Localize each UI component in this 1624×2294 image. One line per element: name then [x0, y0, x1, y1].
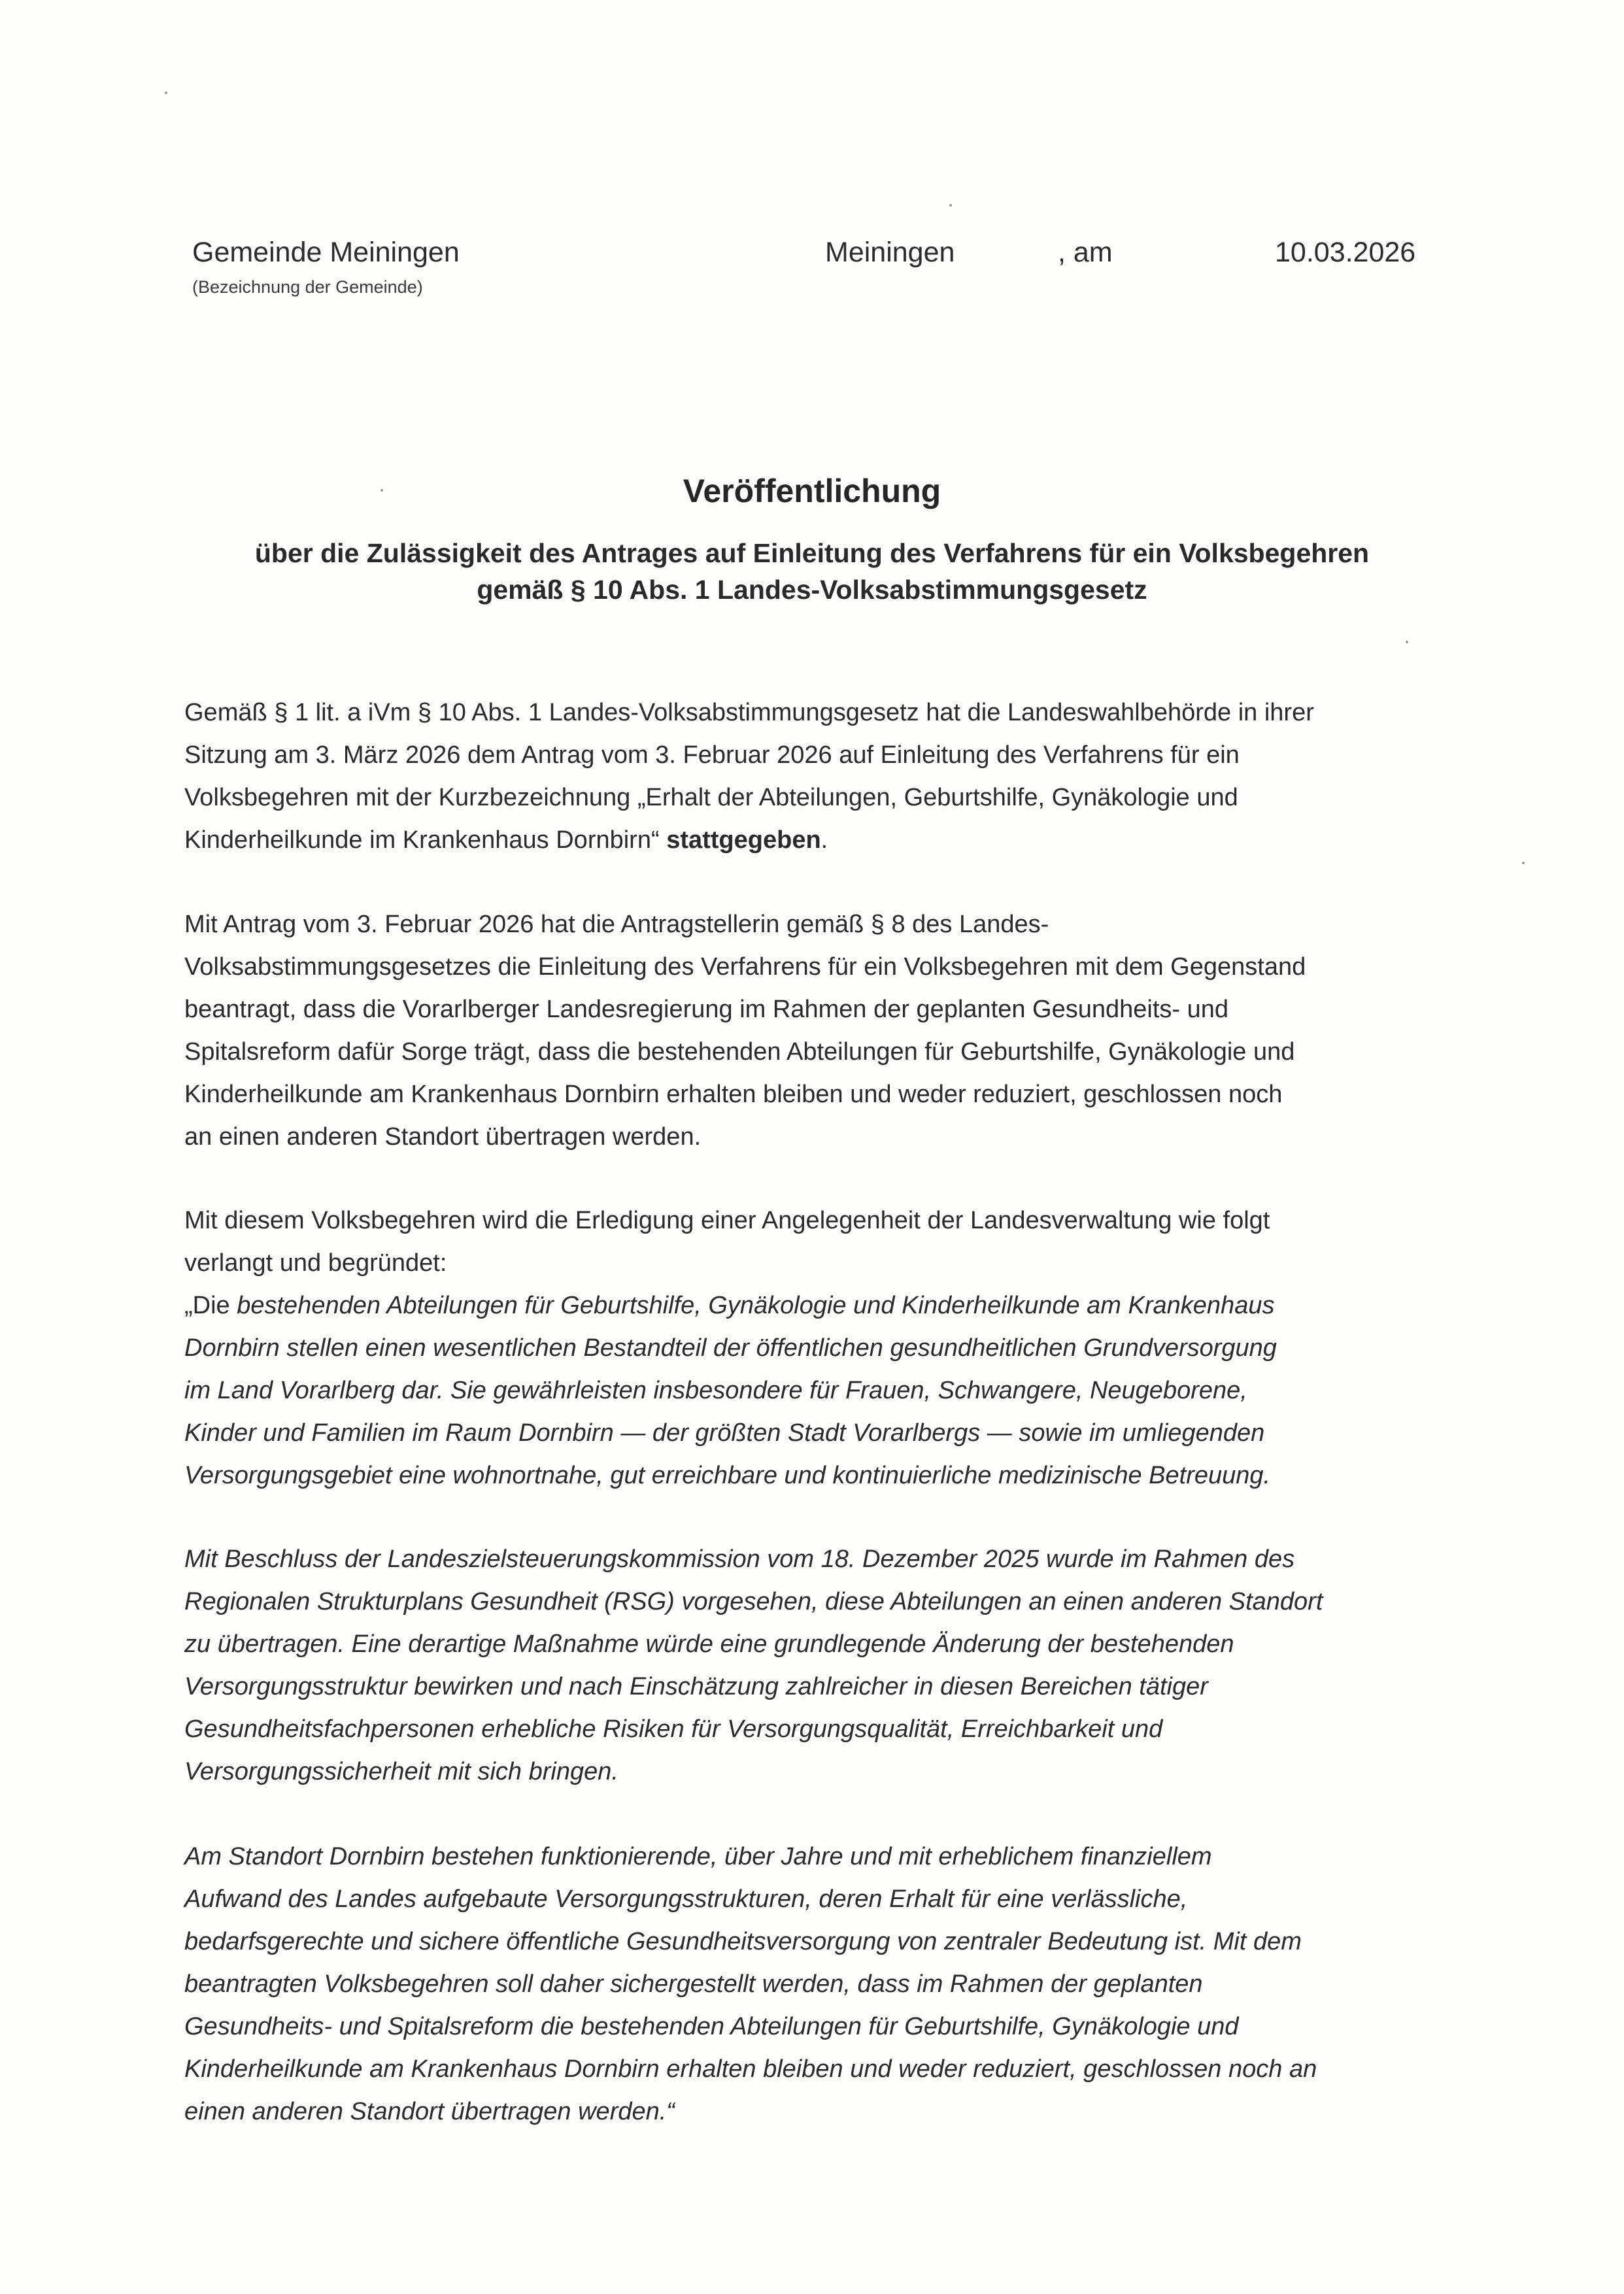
place-name: Meiningen	[825, 237, 955, 268]
paragraph-decision	[184, 692, 1466, 862]
document-title: Veröffentlichung	[683, 473, 941, 509]
quote-line: Kinderheilkunde am Krankenhaus Dornbirn erhalten bleiben und weder reduziert, geschlossen noch an	[184, 2055, 1317, 2083]
text-line: Mit diesem Volksbegehren wird die Erledigung einer Angelegenheit der Landesverwaltung wie folgt	[184, 1207, 1270, 1234]
text-line: Volksbegehren mit der Kurzbezeichnung „Erhalt der Abteilungen, Geburtshilfe, Gynäkologie und	[184, 784, 1238, 811]
quote-line: bedarfsgerechte und sichere öffentliche Gesundheitsversorgung von zentraler Bedeutung ist. Mit dem	[184, 1928, 1302, 1955]
text-line: beantragt, dass die Vorarlberger Landesregierung im Rahmen der geplanten Gesundheits- und	[184, 996, 1229, 1023]
scan-speck	[165, 92, 167, 94]
subtitle-line: gemäß § 10 Abs. 1 Landes-Volksabstimmungsgesetz	[477, 575, 1147, 605]
paragraph-commission	[184, 1538, 1466, 1793]
quote-line: zu übertragen. Eine derartige Maßnahme würde eine grundlegende Änderung der bestehenden	[184, 1630, 1234, 1658]
decision-bold: stattgegeben	[666, 826, 821, 854]
text-span: Kinderheilkunde im Krankenhaus Dornbirn“	[184, 826, 667, 854]
quote-line: einen anderen Standort übertragen werden.“	[184, 2098, 675, 2125]
quote-line: Mit Beschluss der Landeszielsteuerungskommission vom 18. Dezember 2025 wurde im Rahmen des	[184, 1545, 1295, 1573]
text-span: .	[820, 826, 828, 854]
text-line: an einen anderen Standort übertragen werden.	[184, 1123, 702, 1151]
municipality-name: Gemeinde Meiningen	[192, 237, 460, 268]
text-line	[184, 819, 1466, 862]
document-subtitle	[0, 535, 1624, 608]
quote-line: Gesundheits- und Spitalsreform die bestehenden Abteilungen für Geburtshilfe, Gynäkologie und	[184, 2013, 1239, 2040]
text-line: Spitalsreform dafür Sorge trägt, dass die bestehenden Abteilungen für Geburtshilfe, Gynäkologie und	[184, 1038, 1295, 1066]
quote-text: bestehenden Abteilungen für Geburtshilfe, Gynäkologie und Kinderheilkunde am Krankenhaus	[237, 1292, 1275, 1319]
quote-line: Regionalen Strukturplans Gesundheit (RSG) vorgesehen, diese Abteilungen an einen anderen Standort	[184, 1588, 1323, 1615]
quote-line: Aufwand des Landes aufgebaute Versorgungsstrukturen, deren Erhalt für eine verlässliche,	[184, 1885, 1188, 1913]
scan-speck	[381, 489, 383, 492]
subtitle-line: über die Zulässigkeit des Antrages auf Einleitung des Verfahrens für ein Volksbegehren	[254, 538, 1370, 568]
quote-line: Versorgungssicherheit mit sich bringen.	[184, 1758, 618, 1785]
text-line: Volksabstimmungsgesetzes die Einleitung des Verfahrens für ein Volksbegehren mit dem Gegenstand	[184, 953, 1306, 981]
quote-line: Gesundheitsfachpersonen erhebliche Risiken für Versorgungsqualität, Erreichbarkeit und	[184, 1715, 1163, 1743]
quote-line: Am Standort Dornbirn bestehen funktionierende, über Jahre und mit erheblichem finanziellem	[184, 1843, 1212, 1870]
text-line	[184, 1285, 1466, 1327]
quote-line: Versorgungsstruktur bewirken und nach Einschätzung zahlreicher in diesen Bereichen tätiger	[184, 1673, 1208, 1700]
date-prefix: , am	[1058, 237, 1113, 268]
text-line: Mit Antrag vom 3. Februar 2026 hat die Antragstellerin gemäß § 8 des Landes-	[184, 911, 1049, 938]
quote-open: „Die	[184, 1292, 237, 1319]
paragraph-dornbirn	[184, 1836, 1466, 2133]
scan-speck	[1406, 641, 1408, 643]
paragraph-justification	[184, 1200, 1466, 1497]
quote-line: Dornbirn stellen einen wesentlichen Bestandteil der öffentlichen gesundheitlichen Grundversorgung	[184, 1334, 1277, 1362]
quote-line: Versorgungsgebiet eine wohnortnahe, gut erreichbare und kontinuierliche medizinische Betreuung.	[184, 1462, 1271, 1489]
text-line: Sitzung am 3. März 2026 dem Antrag vom 3. Februar 2026 auf Einleitung des Verfahrens für ein	[184, 741, 1240, 769]
quote-line: im Land Vorarlberg dar. Sie gewährleisten insbesondere für Frauen, Schwangere, Neugeborene,	[184, 1377, 1247, 1404]
text-line: verlangt und begründet:	[184, 1249, 447, 1277]
scan-speck	[949, 204, 952, 207]
paragraph-application	[184, 903, 1466, 1158]
municipality-caption: (Bezeichnung der Gemeinde)	[192, 277, 423, 297]
quote-line: Kinder und Familien im Raum Dornbirn — der größten Stadt Vorarlbergs — sowie im umliegenden	[184, 1419, 1265, 1447]
document-date: 10.03.2026	[1275, 237, 1416, 268]
text-line: Kinderheilkunde am Krankenhaus Dornbirn erhalten bleiben und weder reduziert, geschlossen noch	[184, 1081, 1283, 1108]
text-line: Gemäß § 1 lit. a iVm § 10 Abs. 1 Landes-Volksabstimmungsgesetz hat die Landeswahlbehörde in ihrer	[184, 699, 1314, 726]
scan-speck	[1522, 862, 1525, 864]
quote-line: beantragten Volksbegehren soll daher sichergestellt werden, dass im Rahmen der geplanten	[184, 1970, 1203, 1998]
